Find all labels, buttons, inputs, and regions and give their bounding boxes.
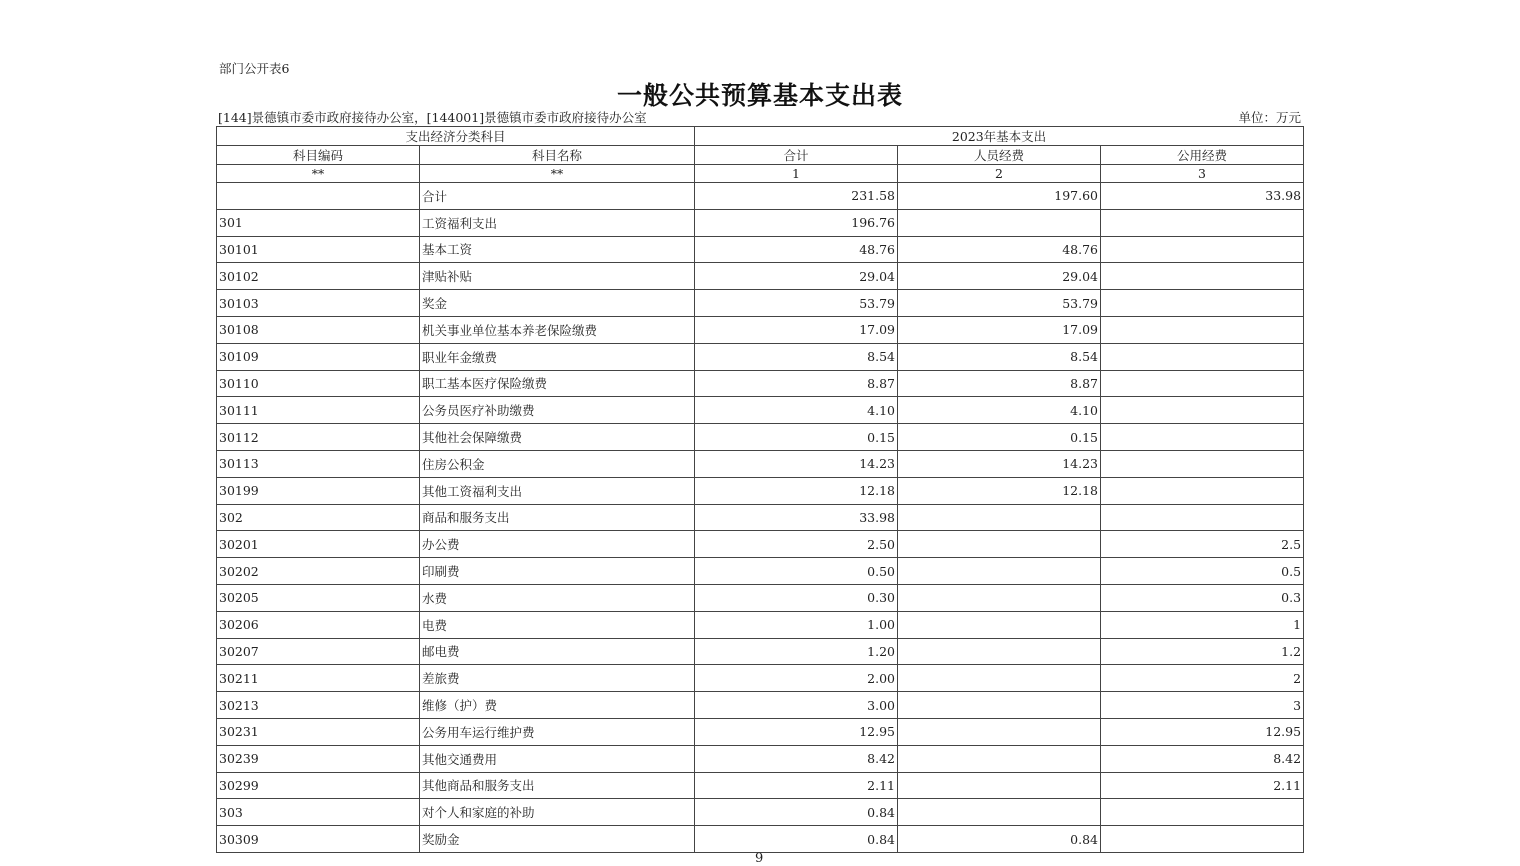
cell-public: 2.5 [1101, 531, 1304, 558]
cell-total: 29.04 [695, 263, 898, 290]
index-cell: 1 [695, 165, 898, 183]
cell-personnel: 29.04 [898, 263, 1101, 290]
cell-code: 30102 [217, 263, 420, 290]
table-row [217, 397, 1304, 424]
cell-code: 30211 [217, 665, 420, 692]
cell-code: 302 [217, 504, 420, 531]
cell-public [1101, 343, 1304, 370]
cell-personnel [898, 209, 1101, 236]
cell-name: 办公费 [420, 531, 695, 558]
column-header-personnel: 人员经费 [898, 146, 1101, 165]
cell-personnel [898, 745, 1101, 772]
cell-personnel [898, 718, 1101, 745]
cell-name: 合计 [420, 183, 695, 210]
group-header-basic-expenditure: 2023年基本支出 [695, 127, 1304, 146]
cell-name: 对个人和家庭的补助 [420, 799, 695, 826]
cell-code: 30299 [217, 772, 420, 799]
index-cell: ** [420, 165, 695, 183]
cell-name: 其他工资福利支出 [420, 477, 695, 504]
cell-total: 33.98 [695, 504, 898, 531]
cell-name: 奖金 [420, 290, 695, 317]
cell-code: 30213 [217, 692, 420, 719]
cell-total: 12.95 [695, 718, 898, 745]
cell-code: 30110 [217, 370, 420, 397]
table-row [217, 665, 1304, 692]
table-row [217, 370, 1304, 397]
cell-public [1101, 450, 1304, 477]
cell-public [1101, 316, 1304, 343]
group-header-economic: 支出经济分类科目 [217, 127, 695, 146]
cell-personnel [898, 611, 1101, 638]
cell-code: 30199 [217, 477, 420, 504]
cell-personnel [898, 799, 1101, 826]
cell-public: 12.95 [1101, 718, 1304, 745]
cell-public [1101, 397, 1304, 424]
cell-name: 公务员医疗补助缴费 [420, 397, 695, 424]
cell-name: 差旅费 [420, 665, 695, 692]
table-row [217, 799, 1304, 826]
cell-name: 其他商品和服务支出 [420, 772, 695, 799]
cell-total: 12.18 [695, 477, 898, 504]
cell-personnel: 53.79 [898, 290, 1101, 317]
cell-code: 30207 [217, 638, 420, 665]
cell-public: 3 [1101, 692, 1304, 719]
cell-total: 8.42 [695, 745, 898, 772]
column-header-code: 科目编码 [217, 146, 420, 165]
cell-personnel [898, 504, 1101, 531]
cell-personnel [898, 665, 1101, 692]
table-row [217, 477, 1304, 504]
cell-total: 8.54 [695, 343, 898, 370]
cell-name: 维修（护）费 [420, 692, 695, 719]
table-row [217, 450, 1304, 477]
table-row [217, 316, 1304, 343]
cell-total: 17.09 [695, 316, 898, 343]
cell-total: 2.50 [695, 531, 898, 558]
cell-name: 商品和服务支出 [420, 504, 695, 531]
cell-total: 1.20 [695, 638, 898, 665]
cell-name: 其他交通费用 [420, 745, 695, 772]
cell-code: 301 [217, 209, 420, 236]
cell-total: 8.87 [695, 370, 898, 397]
index-cell: 2 [898, 165, 1101, 183]
table-row [217, 611, 1304, 638]
cell-name: 邮电费 [420, 638, 695, 665]
cell-personnel [898, 772, 1101, 799]
cell-total: 3.00 [695, 692, 898, 719]
cell-name: 公务用车运行维护费 [420, 718, 695, 745]
cell-code: 30103 [217, 290, 420, 317]
cell-code: 30201 [217, 531, 420, 558]
cell-public [1101, 290, 1304, 317]
budget-table [216, 126, 1304, 853]
table-row [217, 745, 1304, 772]
page-title: 一般公共预算基本支出表 [616, 81, 903, 110]
table-row [217, 290, 1304, 317]
cell-name: 其他社会保障缴费 [420, 424, 695, 451]
cell-code [217, 183, 420, 210]
cell-name: 职业年金缴费 [420, 343, 695, 370]
cell-personnel: 4.10 [898, 397, 1101, 424]
cell-public: 2.11 [1101, 772, 1304, 799]
cell-total: 4.10 [695, 397, 898, 424]
column-header-total: 合计 [695, 146, 898, 165]
cell-total: 14.23 [695, 450, 898, 477]
cell-public [1101, 263, 1304, 290]
cell-public [1101, 236, 1304, 263]
cell-public [1101, 477, 1304, 504]
table-row [217, 826, 1304, 853]
cell-name: 奖励金 [420, 826, 695, 853]
cell-public [1101, 826, 1304, 853]
cell-public [1101, 504, 1304, 531]
cell-name: 机关事业单位基本养老保险缴费 [420, 316, 695, 343]
table-row [217, 236, 1304, 263]
cell-total: 231.58 [695, 183, 898, 210]
cell-personnel: 0.15 [898, 424, 1101, 451]
cell-total: 53.79 [695, 290, 898, 317]
cell-total: 0.50 [695, 558, 898, 585]
cell-code: 30113 [217, 450, 420, 477]
cell-code: 30206 [217, 611, 420, 638]
cell-personnel: 14.23 [898, 450, 1101, 477]
column-header-row [217, 146, 1304, 165]
page-label: 部门公开表6 [219, 61, 290, 76]
cell-total: 0.84 [695, 799, 898, 826]
table-row [217, 183, 1304, 210]
page-number: 9 [755, 851, 764, 866]
cell-total: 0.30 [695, 584, 898, 611]
cell-code: 30101 [217, 236, 420, 263]
cell-public: 0.3 [1101, 584, 1304, 611]
cell-personnel: 8.87 [898, 370, 1101, 397]
unit-label: 单位：万元 [1238, 110, 1301, 125]
table-row [217, 263, 1304, 290]
cell-code: 30239 [217, 745, 420, 772]
cell-total: 0.84 [695, 826, 898, 853]
organization-line: [144]景德镇市委市政府接待办公室，[144001]景德镇市委市政府接待办公室 [218, 110, 647, 125]
index-row [217, 165, 1304, 183]
cell-personnel: 8.54 [898, 343, 1101, 370]
cell-personnel: 0.84 [898, 826, 1101, 853]
cell-public [1101, 209, 1304, 236]
cell-name: 水费 [420, 584, 695, 611]
cell-total: 196.76 [695, 209, 898, 236]
cell-personnel [898, 584, 1101, 611]
cell-code: 30109 [217, 343, 420, 370]
column-header-name: 科目名称 [420, 146, 695, 165]
cell-public: 1.2 [1101, 638, 1304, 665]
cell-personnel [898, 558, 1101, 585]
cell-total: 48.76 [695, 236, 898, 263]
header-group-row [217, 127, 1304, 146]
cell-code: 30112 [217, 424, 420, 451]
table-row [217, 424, 1304, 451]
index-cell: ** [217, 165, 420, 183]
cell-name: 基本工资 [420, 236, 695, 263]
cell-name: 津贴补贴 [420, 263, 695, 290]
cell-public [1101, 799, 1304, 826]
cell-code: 30231 [217, 718, 420, 745]
cell-public: 2 [1101, 665, 1304, 692]
index-cell: 3 [1101, 165, 1304, 183]
cell-code: 30108 [217, 316, 420, 343]
cell-personnel [898, 638, 1101, 665]
cell-personnel [898, 531, 1101, 558]
cell-code: 30205 [217, 584, 420, 611]
cell-public: 0.5 [1101, 558, 1304, 585]
cell-personnel: 197.60 [898, 183, 1101, 210]
table-row [217, 692, 1304, 719]
cell-personnel [898, 692, 1101, 719]
cell-code: 30202 [217, 558, 420, 585]
cell-name: 工资福利支出 [420, 209, 695, 236]
budget-table-body [217, 127, 1304, 853]
cell-total: 1.00 [695, 611, 898, 638]
cell-personnel: 12.18 [898, 477, 1101, 504]
table-row [217, 772, 1304, 799]
table-row [217, 584, 1304, 611]
column-header-public: 公用经费 [1101, 146, 1304, 165]
cell-name: 住房公积金 [420, 450, 695, 477]
cell-code: 30111 [217, 397, 420, 424]
table-row [217, 531, 1304, 558]
table-row [217, 638, 1304, 665]
cell-public: 1 [1101, 611, 1304, 638]
cell-personnel: 17.09 [898, 316, 1101, 343]
cell-public [1101, 370, 1304, 397]
cell-code: 303 [217, 799, 420, 826]
cell-name: 印刷费 [420, 558, 695, 585]
table-row [217, 504, 1304, 531]
table-row [217, 718, 1304, 745]
table-row [217, 343, 1304, 370]
cell-personnel: 48.76 [898, 236, 1101, 263]
cell-code: 30309 [217, 826, 420, 853]
cell-public: 33.98 [1101, 183, 1304, 210]
table-row [217, 558, 1304, 585]
table-row [217, 209, 1304, 236]
cell-total: 2.11 [695, 772, 898, 799]
cell-total: 2.00 [695, 665, 898, 692]
cell-name: 职工基本医疗保险缴费 [420, 370, 695, 397]
cell-public: 8.42 [1101, 745, 1304, 772]
cell-total: 0.15 [695, 424, 898, 451]
cell-name: 电费 [420, 611, 695, 638]
cell-public [1101, 424, 1304, 451]
